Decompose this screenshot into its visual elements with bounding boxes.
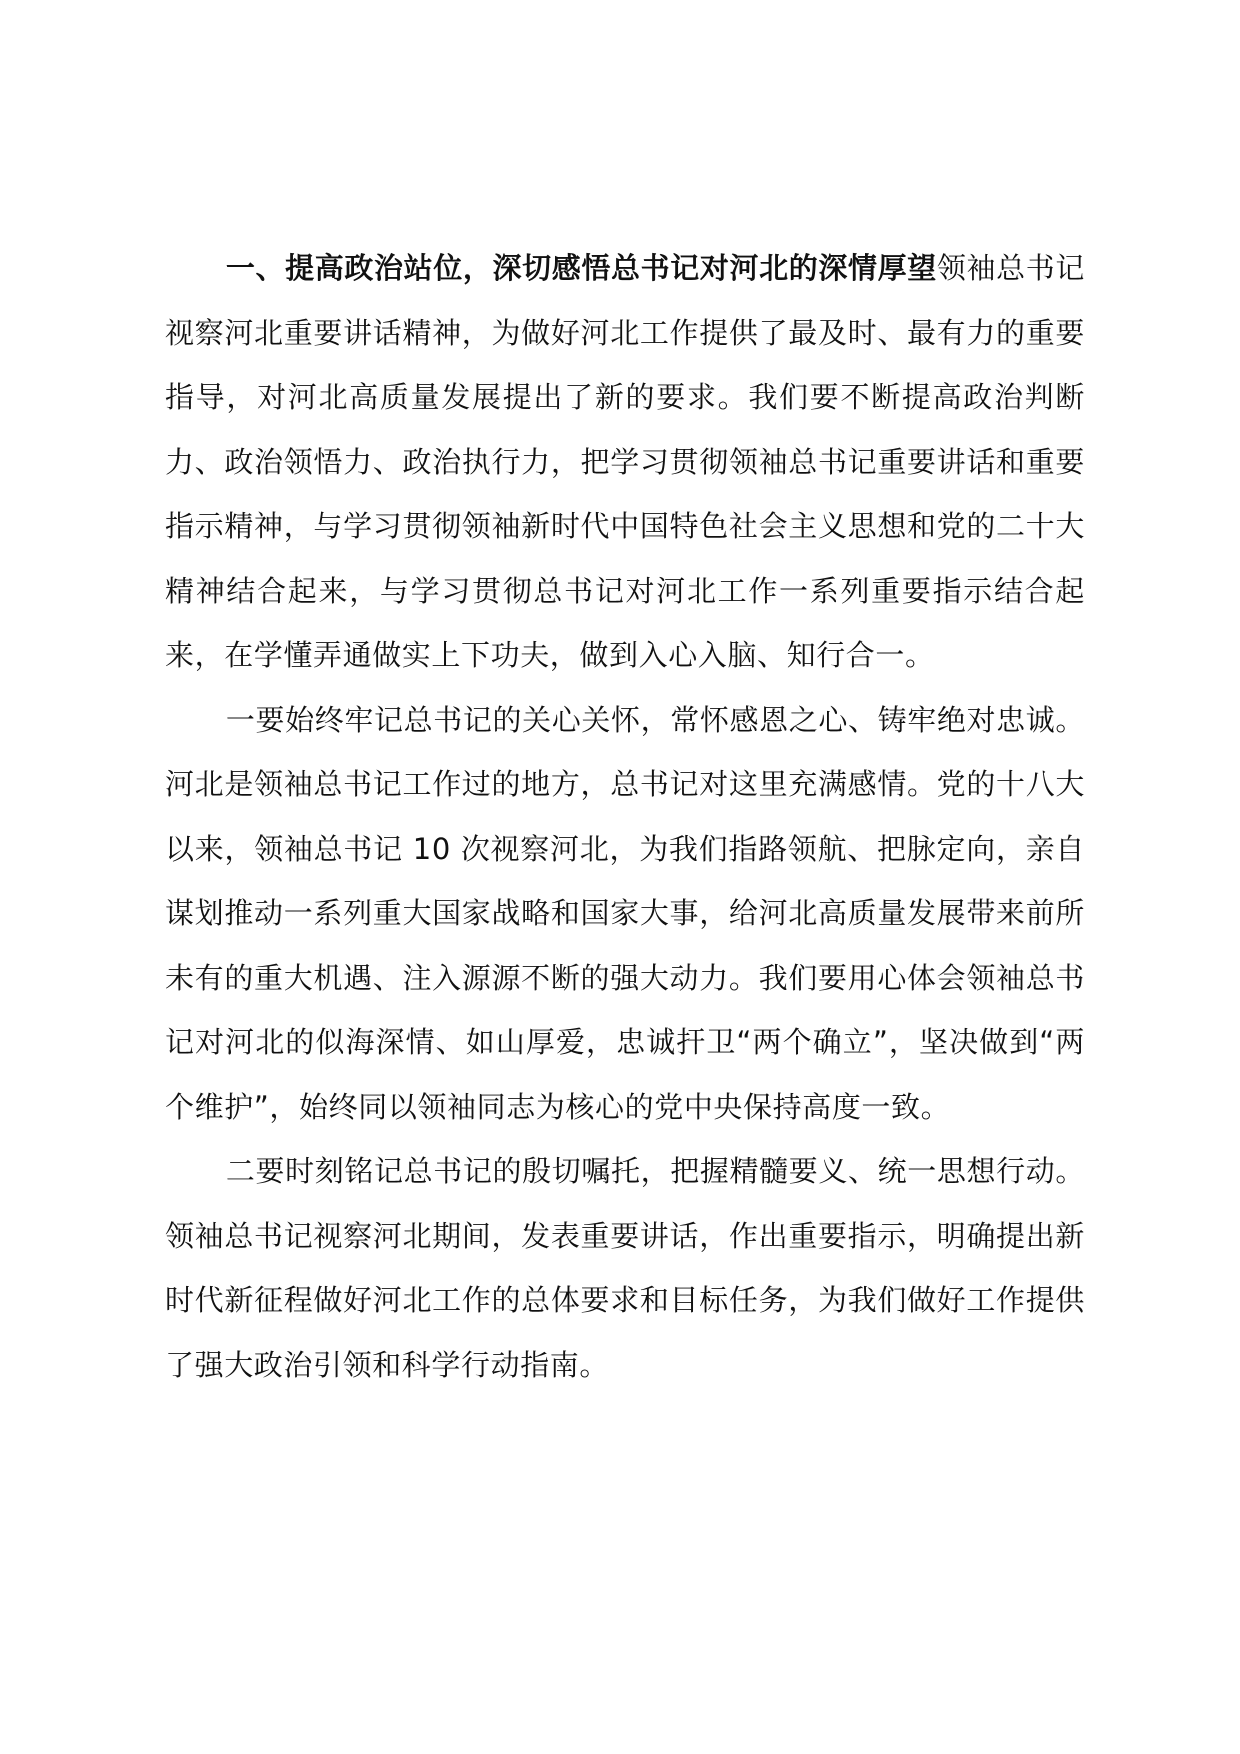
document-body xyxy=(165,236,1085,1397)
section-heading: 一、提高政治站位，深切感悟总书记对河北的深情厚望 xyxy=(225,251,937,285)
paragraph-1 xyxy=(165,236,1085,688)
paragraph-1-text: 领袖总书记视察河北重要讲话精神，为做好河北工作提供了最及时、最有力的重要指导，对河北高质量发展提出了新的要求。我们要不断提高政治判断力、政治领悟力、政治执行力，把学习贯彻领袖总书记重要讲话和重要指示精神，与学习贯彻领袖新时代中国特色社会主义思想和党的二十大精神结合起来，与学习贯彻总书记对河北工作一系列重要指示结合起来，在学懂弄通做实上下功夫，做到入心入脑、知行合一。 xyxy=(165,251,1085,672)
paragraph-3: 二要时刻铭记总书记的殷切嘱托，把握精髓要义、统一思想行动。领袖总书记视察河北期间，发表重要讲话，作出重要指示，明确提出新时代新征程做好河北工作的总体要求和目标任务，为我们做好工作提供了强大政治引领和科学行动指南。 xyxy=(165,1154,1085,1382)
paragraph-2: 一要始终牢记总书记的关心关怀，常怀感恩之心、铸牢绝对忠诚。河北是领袖总书记工作过的地方，总书记对这里充满感情。党的十八大以来，领袖总书记 10 次视察河北，为我们指路领航、把脉定向，亲自谋划推动一系列重大国家战略和国家大事，给河北高质量发展带来前所未有的重大机遇、注入源源不断的强大动力。我们要用心体会领袖总书记对河北的似海深情、如山厚爱，忠诚扞卫“两个确立”，坚决做到“两个维护”，始终同以领袖同志为核心的党中央保持高度一致。 xyxy=(165,702,1085,1124)
